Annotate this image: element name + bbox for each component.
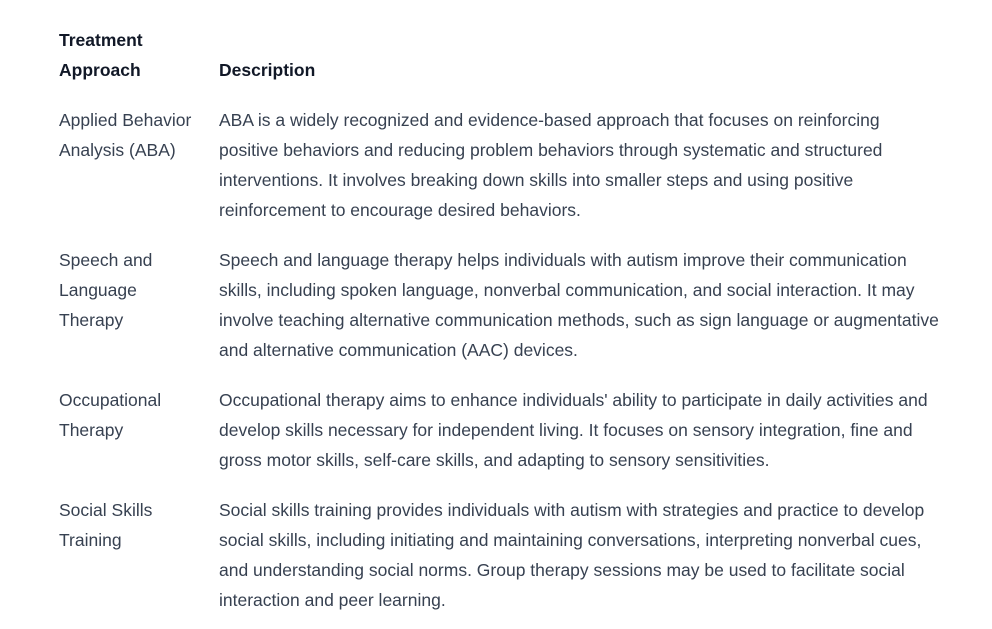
table-row — [59, 379, 939, 489]
treatment-table-container — [59, 25, 939, 629]
description-cell: Occupational therapy aims to enhance individuals' ability to participate in daily activities and develop skills necessary for independent living. It focuses on sensory integration, fine and gross motor skills, self-care skills, and adapting to sensory sensitivities. — [219, 390, 928, 470]
table-row — [59, 489, 939, 629]
table-row — [59, 99, 939, 239]
approach-cell: Occupational Therapy — [59, 390, 162, 440]
table-header-row — [59, 25, 939, 99]
description-cell: ABA is a widely recognized and evidence-based approach that focuses on reinforcing positive behaviors and reducing problem behaviors through systematic and structured interventions. It involves breaking down skills into smaller steps and using positive reinforcement to encourage desired behaviors. — [219, 110, 883, 220]
description-cell: Speech and language therapy helps individuals with autism improve their communication skills, including spoken language, nonverbal communication, and social interaction. It may involve teaching alternative communication methods, such as sign language or augmentative and alternative communication (AAC) devices. — [219, 250, 939, 360]
header-description: Description — [219, 60, 316, 80]
description-cell: Social skills training provides individuals with autism with strategies and practice to develop social skills, including initiating and maintaining conversations, interpreting nonverbal cues, and understanding social norms. Group therapy sessions may be used to facilitate social interaction and peer learning. — [219, 500, 925, 610]
treatment-table — [59, 25, 939, 629]
header-treatment-approach: Treatment Approach — [59, 30, 143, 80]
approach-cell: Social Skills Training — [59, 500, 153, 550]
approach-cell: Applied Behavior Analysis (ABA) — [59, 110, 192, 160]
approach-cell: Speech and Language Therapy — [59, 250, 153, 330]
table-row — [59, 239, 939, 379]
